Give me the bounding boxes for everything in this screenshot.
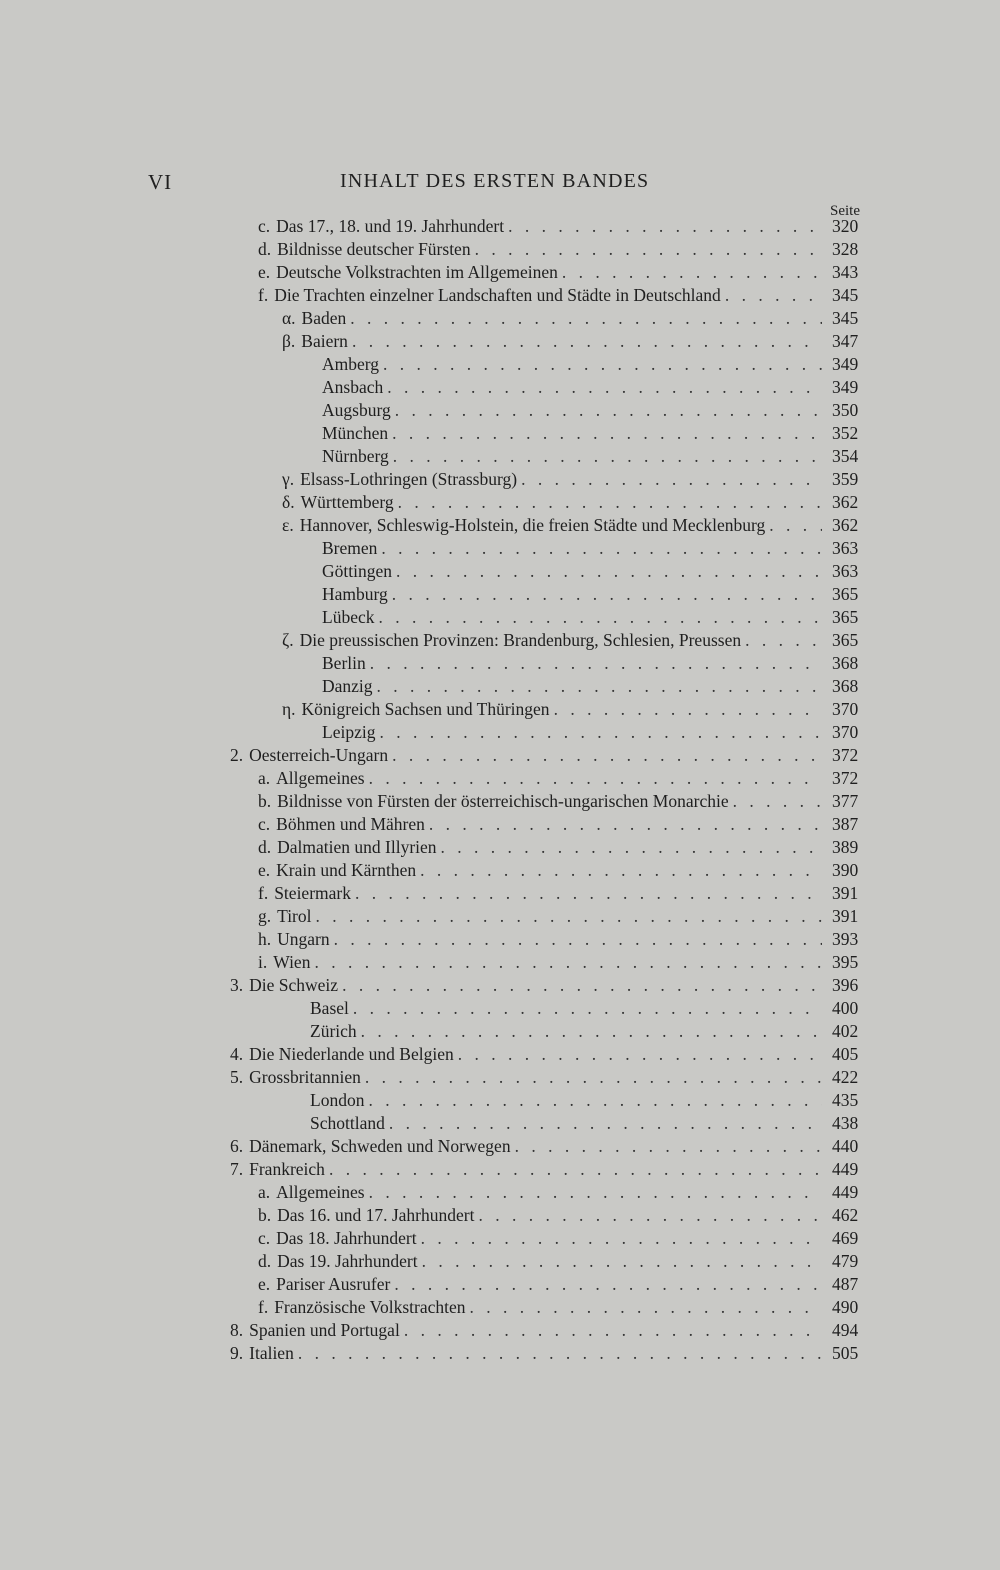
dot-leader <box>478 1204 822 1227</box>
toc-entry <box>322 721 826 744</box>
toc-entry-title: Die Trachten einzelner Landschaften und Städte in Deutschland <box>274 285 721 305</box>
toc-entry-page: 422 <box>832 1067 859 1087</box>
toc-entry-title: Das 17., 18. und 19. Jahrhundert <box>276 216 505 236</box>
toc-entry <box>230 1043 826 1066</box>
toc-entry-page: 345 <box>832 285 859 305</box>
toc-entry-page: 362 <box>832 515 859 535</box>
toc-entry-number: 9. <box>230 1343 244 1363</box>
toc-entry-page: 354 <box>832 446 859 466</box>
toc-entry-page: 372 <box>832 768 859 788</box>
toc-entry-page: 363 <box>832 561 859 581</box>
dot-leader <box>521 468 822 491</box>
dot-leader <box>554 698 822 721</box>
toc-entry <box>230 1319 826 1342</box>
toc-entry <box>282 307 826 330</box>
dot-leader <box>404 1319 822 1342</box>
toc-entry-page: 362 <box>832 492 859 512</box>
toc-entry-page: 435 <box>832 1090 859 1110</box>
toc-entry-title: Baden <box>301 308 347 328</box>
toc-entry-title: Elsass-Lothringen (Strassburg) <box>300 469 518 489</box>
dot-leader <box>470 1296 822 1319</box>
toc-entry <box>322 606 826 629</box>
dot-leader <box>394 1273 822 1296</box>
toc-entry-page: 391 <box>832 883 859 903</box>
dot-leader <box>395 399 822 422</box>
toc-entry <box>258 261 826 284</box>
toc-entry-number: 7. <box>230 1159 244 1179</box>
toc-entry-page: 320 <box>832 216 859 236</box>
running-title: INHALT DES ERSTEN BANDES <box>340 170 650 192</box>
toc-entry-page: 389 <box>832 837 859 857</box>
toc-entry <box>322 560 826 583</box>
toc-entry-number: 3. <box>230 975 244 995</box>
toc-entry <box>230 1158 826 1181</box>
toc-entry-page: 365 <box>832 584 859 604</box>
toc-entry-title: Die Schweiz <box>249 975 339 995</box>
toc-entry-page: 479 <box>832 1251 859 1271</box>
toc-entry-title: Amberg <box>322 354 380 374</box>
toc-entry-number: 6. <box>230 1136 244 1156</box>
toc-entry-number: η. <box>282 699 296 719</box>
toc-entry-title: Bildnisse deutscher Fürsten <box>277 239 471 259</box>
dot-leader <box>316 905 822 928</box>
toc-entry <box>282 491 826 514</box>
toc-entry-page: 449 <box>832 1182 859 1202</box>
toc-entry <box>258 1296 826 1319</box>
toc-entry-number: c. <box>258 216 271 236</box>
dot-leader <box>475 238 822 261</box>
toc-entry-number: ε. <box>282 515 294 535</box>
toc-entry-number: δ. <box>282 492 295 512</box>
toc-entry-page: 365 <box>832 630 859 650</box>
toc-entry-title: Allgemeines <box>276 768 365 788</box>
toc-entry-title: Deutsche Volkstrachten im Allgemeinen <box>276 262 558 282</box>
toc-entry-title: Krain und Kärnthen <box>276 860 417 880</box>
toc-entry <box>310 1089 826 1112</box>
toc-entry-title: Spanien und Portugal <box>249 1320 400 1340</box>
dot-leader <box>387 376 822 399</box>
toc-entry-number: γ. <box>282 469 295 489</box>
toc-entry-page: 390 <box>832 860 859 880</box>
toc-entry-number: a. <box>258 1182 271 1202</box>
toc-entry-number: 4. <box>230 1044 244 1064</box>
toc-entry-number: e. <box>258 860 271 880</box>
toc-entry-title: Allgemeines <box>276 1182 365 1202</box>
toc-entry-page: 368 <box>832 653 859 673</box>
toc-entry <box>258 1181 826 1204</box>
dot-leader <box>350 307 822 330</box>
dot-leader <box>441 836 822 859</box>
toc-entry <box>322 675 826 698</box>
toc-entry <box>258 238 826 261</box>
dot-leader <box>383 353 822 376</box>
toc-entry <box>258 1250 826 1273</box>
dot-leader <box>745 629 822 652</box>
toc-entry-page: 328 <box>832 239 859 259</box>
toc-entry <box>258 836 826 859</box>
toc-entry <box>258 767 826 790</box>
toc-entry-number: g. <box>258 906 272 926</box>
toc-entry-title: Pariser Ausrufer <box>276 1274 391 1294</box>
toc-entry-title: Die preussischen Provinzen: Brandenburg, Schlesien, Preussen <box>299 630 742 650</box>
toc-entry-title: Lübeck <box>322 607 375 627</box>
toc-entry-title: Böhmen und Mähren <box>276 814 425 834</box>
toc-entry-number: b. <box>258 1205 272 1225</box>
toc-entry-number: i. <box>258 952 268 972</box>
toc-entry-title: Grossbritannien <box>249 1067 361 1087</box>
toc-entry-page: 400 <box>832 998 859 1018</box>
toc-entry-number: c. <box>258 1228 271 1248</box>
dot-leader <box>368 1089 822 1112</box>
dot-leader <box>314 951 822 974</box>
toc-entry <box>322 583 826 606</box>
toc-entry-title: Das 18. Jahrhundert <box>276 1228 417 1248</box>
toc-entry <box>258 1273 826 1296</box>
dot-leader <box>298 1342 822 1365</box>
dot-leader <box>352 330 822 353</box>
toc-entry-title: Wien <box>273 952 311 972</box>
toc-entry <box>258 951 826 974</box>
toc-entry-page: 395 <box>832 952 859 972</box>
toc-entry <box>258 284 826 307</box>
toc-entry-number: a. <box>258 768 271 788</box>
dot-leader <box>369 767 822 790</box>
dot-leader <box>392 744 822 767</box>
dot-leader <box>370 652 822 675</box>
toc-entry-number: α. <box>282 308 296 328</box>
toc-entry <box>258 215 826 238</box>
dot-leader <box>421 1227 822 1250</box>
toc-entry <box>282 629 826 652</box>
toc-entry <box>282 468 826 491</box>
toc-entry <box>282 698 826 721</box>
toc-entry-page: 349 <box>832 377 859 397</box>
toc-entry-title: Ungarn <box>277 929 330 949</box>
toc-entry-title: Ansbach <box>322 377 384 397</box>
toc-entry <box>230 1342 826 1365</box>
toc-entry-page: 349 <box>832 354 859 374</box>
toc-entry-title: Bremen <box>322 538 378 558</box>
toc-entry <box>282 514 826 537</box>
toc-entry <box>230 1066 826 1089</box>
toc-entry <box>230 1135 826 1158</box>
toc-entry-page: 490 <box>832 1297 859 1317</box>
dot-leader <box>379 721 822 744</box>
toc-entry-title: Schottland <box>310 1113 385 1133</box>
toc-entry-page: 405 <box>832 1044 859 1064</box>
toc-entry-title: Hannover, Schleswig-Holstein, die freien Städte und Mecklenburg <box>299 515 766 535</box>
toc-entry-number: 8. <box>230 1320 244 1340</box>
toc-entry-number: e. <box>258 1274 271 1294</box>
toc-entry-number: β. <box>282 331 296 351</box>
toc-entry <box>322 445 826 468</box>
toc-entry-page: 359 <box>832 469 859 489</box>
page-column-header: Seite <box>830 203 860 219</box>
toc-entry <box>322 652 826 675</box>
toc-entry-number: d. <box>258 1251 272 1271</box>
toc-entry-page: 343 <box>832 262 859 282</box>
toc-entry-number: d. <box>258 239 272 259</box>
toc-entry-title: Das 16. und 17. Jahrhundert <box>277 1205 475 1225</box>
toc-entry-title: London <box>310 1090 365 1110</box>
toc-entry-number: h. <box>258 929 272 949</box>
toc-entry <box>258 859 826 882</box>
dot-leader <box>355 882 822 905</box>
toc-entry-page: 462 <box>832 1205 859 1225</box>
toc-entry-title: Danzig <box>322 676 373 696</box>
toc-entry <box>258 928 826 951</box>
dot-leader <box>769 514 822 537</box>
dot-leader <box>381 537 822 560</box>
dot-leader <box>422 1250 822 1273</box>
toc-entry <box>258 1227 826 1250</box>
toc-entry-page: 370 <box>832 699 859 719</box>
dot-leader <box>369 1181 822 1204</box>
toc-entry-page: 363 <box>832 538 859 558</box>
toc-entry-page: 438 <box>832 1113 859 1133</box>
dot-leader <box>420 859 822 882</box>
toc-entry <box>322 422 826 445</box>
toc-entry-page: 505 <box>832 1343 859 1363</box>
toc-entry-title: Berlin <box>322 653 366 673</box>
toc-entry-page: 370 <box>832 722 859 742</box>
toc-entry <box>282 330 826 353</box>
toc-entry-number: c. <box>258 814 271 834</box>
dot-leader <box>392 422 822 445</box>
toc-entry-title: Nürnberg <box>322 446 389 466</box>
toc-entry-title: Hamburg <box>322 584 388 604</box>
toc-entry-page: 368 <box>832 676 859 696</box>
toc-entry-number: e. <box>258 262 271 282</box>
toc-entry-title: Baiern <box>301 331 348 351</box>
dot-leader <box>393 445 822 468</box>
toc-entry-title: Steiermark <box>274 883 351 903</box>
toc-entry-page: 387 <box>832 814 859 834</box>
toc-entry <box>230 974 826 997</box>
toc-entry-page: 345 <box>832 308 859 328</box>
dot-leader <box>429 813 822 836</box>
toc-entry-page: 377 <box>832 791 859 811</box>
toc-entry <box>258 905 826 928</box>
toc-entry-title: München <box>322 423 389 443</box>
toc-entry <box>322 353 826 376</box>
toc-entry-page: 372 <box>832 745 859 765</box>
toc-entry-number: 2. <box>230 745 244 765</box>
toc-entry-number: f. <box>258 883 269 903</box>
toc-entry-title: Frankreich <box>249 1159 325 1179</box>
toc-entry-title: Oesterreich-Ungarn <box>249 745 389 765</box>
dot-leader <box>733 790 822 813</box>
dot-leader <box>334 928 822 951</box>
toc-entry-title: Das 19. Jahrhundert <box>277 1251 418 1271</box>
toc-entry-number: f. <box>258 285 269 305</box>
toc-entry <box>310 997 826 1020</box>
toc-entry-page: 352 <box>832 423 859 443</box>
dot-leader <box>378 606 822 629</box>
dot-leader <box>396 560 822 583</box>
toc-entry-title: Dänemark, Schweden und Norwegen <box>249 1136 511 1156</box>
toc-entry-title: Tirol <box>277 906 312 926</box>
toc-entry <box>230 744 826 767</box>
toc-entry-number: f. <box>258 1297 269 1317</box>
dot-leader <box>353 997 822 1020</box>
toc-entry-title: Basel <box>310 998 349 1018</box>
toc-entry <box>322 537 826 560</box>
toc-entry-page: 402 <box>832 1021 859 1041</box>
dot-leader <box>562 261 822 284</box>
toc-entry <box>258 790 826 813</box>
toc-entry-page: 350 <box>832 400 859 420</box>
toc-entry <box>258 813 826 836</box>
toc-entry-page: 396 <box>832 975 859 995</box>
dot-leader <box>329 1158 822 1181</box>
dot-leader <box>342 974 822 997</box>
toc-entry-title: Italien <box>249 1343 294 1363</box>
dot-leader <box>725 284 822 307</box>
toc-entry <box>310 1020 826 1043</box>
toc-entry <box>322 399 826 422</box>
dot-leader <box>377 675 822 698</box>
toc-entry-page: 440 <box>832 1136 859 1156</box>
toc-entry <box>258 1204 826 1227</box>
dot-leader <box>389 1112 822 1135</box>
toc-entry-title: Göttingen <box>322 561 392 581</box>
dot-leader <box>458 1043 822 1066</box>
dot-leader <box>398 491 822 514</box>
toc-entry-page: 347 <box>832 331 859 351</box>
page-folio: VI <box>148 170 173 194</box>
dot-leader <box>508 215 822 238</box>
dot-leader <box>361 1020 822 1043</box>
dot-leader <box>365 1066 822 1089</box>
dot-leader <box>392 583 822 606</box>
toc-entry-page: 487 <box>832 1274 859 1294</box>
toc-entry <box>310 1112 826 1135</box>
toc-entry-number: 5. <box>230 1067 244 1087</box>
toc-entry-page: 494 <box>832 1320 859 1340</box>
toc-entry-number: ζ. <box>282 630 294 650</box>
toc-entry-title: Bildnisse von Fürsten der österreichisch-ungarischen Monarchie <box>277 791 729 811</box>
toc-entry-title: Dalmatien und Illyrien <box>277 837 437 857</box>
toc-entry-title: Französische Volkstrachten <box>274 1297 466 1317</box>
toc-entry-title: Leipzig <box>322 722 376 742</box>
toc-entry-title: Die Niederlande und Belgien <box>249 1044 454 1064</box>
toc-entry-title: Königreich Sachsen und Thüringen <box>301 699 550 719</box>
toc-entry-page: 391 <box>832 906 859 926</box>
toc-entry <box>258 882 826 905</box>
toc-entry-page: 365 <box>832 607 859 627</box>
toc-entry-title: Württemberg <box>300 492 394 512</box>
toc-entry-number: b. <box>258 791 272 811</box>
toc-entry-page: 469 <box>832 1228 859 1248</box>
toc-entry-number: d. <box>258 837 272 857</box>
toc-entry-page: 393 <box>832 929 859 949</box>
toc-entry-page: 449 <box>832 1159 859 1179</box>
toc-entry <box>322 376 826 399</box>
toc-entry-title: Zürich <box>310 1021 357 1041</box>
dot-leader <box>515 1135 822 1158</box>
toc-entry-title: Augsburg <box>322 400 391 420</box>
